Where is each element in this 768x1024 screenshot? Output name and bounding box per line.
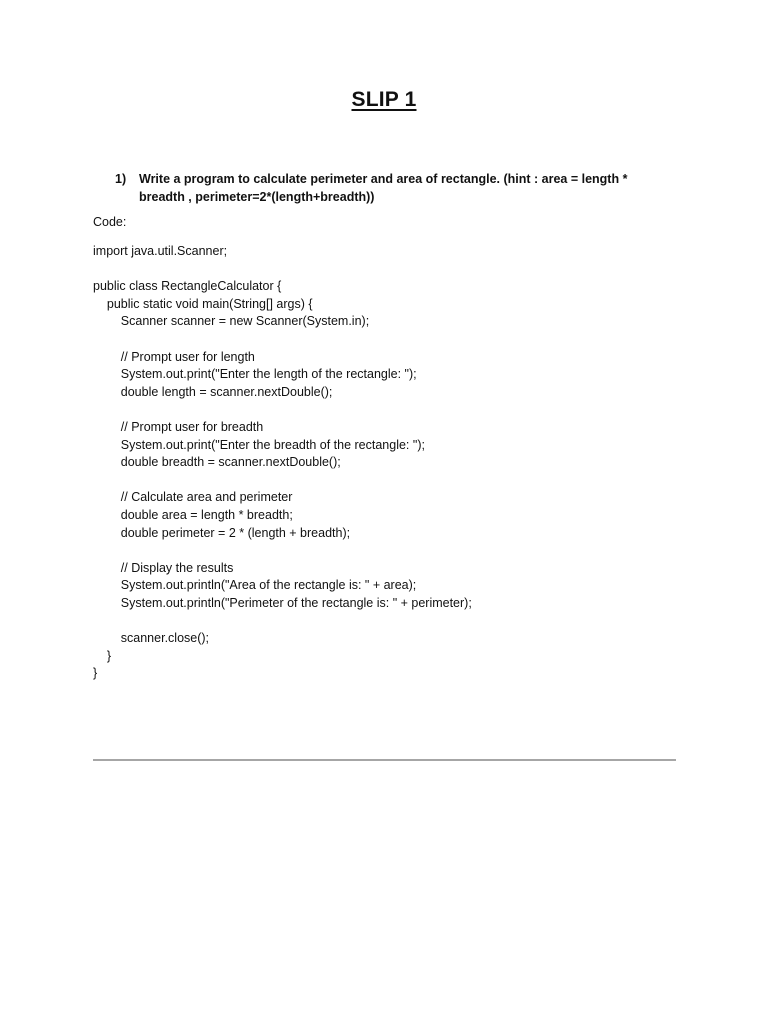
code-line: System.out.println("Area of the rectangle is: " + area); <box>93 578 417 593</box>
code-line: } <box>93 666 98 681</box>
code-line <box>93 401 683 419</box>
page-title: SLIP 1 <box>351 88 417 111</box>
code-line: System.out.print("Enter the breadth of the rectangle: "); <box>93 437 425 452</box>
code-line: double perimeter = 2 * (length + breadth); <box>93 525 351 540</box>
question-item <box>115 171 645 206</box>
code-line: import java.util.Scanner; <box>93 244 228 258</box>
code-line: public static void main(String[] args) { <box>93 296 313 311</box>
code-line: System.out.print("Enter the length of the rectangle: "); <box>93 367 417 382</box>
code-line: double length = scanner.nextDouble(); <box>93 384 333 399</box>
code-line: Scanner scanner = new Scanner(System.in); <box>93 314 370 329</box>
code-line <box>93 612 683 630</box>
question-text: Write a program to calculate perimeter and area of rectangle. (hint : area = length * breadth , perimeter=2*(length+breadth)) <box>139 172 628 204</box>
code-label: Code: <box>93 215 127 229</box>
code-line: public class RectangleCalculator { <box>93 279 282 294</box>
code-line: // Prompt user for breadth <box>93 419 264 434</box>
code-line <box>93 261 683 279</box>
code-block <box>93 243 683 683</box>
code-line: // Display the results <box>93 560 234 575</box>
code-line <box>93 472 683 490</box>
code-line: double breadth = scanner.nextDouble(); <box>93 455 341 470</box>
horizontal-divider <box>93 759 676 761</box>
code-line: System.out.println("Perimeter of the rectangle is: " + perimeter); <box>93 595 472 610</box>
code-line: // Prompt user for length <box>93 349 255 364</box>
code-line: } <box>93 648 112 663</box>
code-line: double area = length * breadth; <box>93 507 293 522</box>
code-line: scanner.close(); <box>93 631 210 646</box>
code-line <box>93 542 683 560</box>
code-line <box>93 331 683 349</box>
question-number: 1) <box>115 172 127 186</box>
code-line: // Calculate area and perimeter <box>93 490 293 505</box>
